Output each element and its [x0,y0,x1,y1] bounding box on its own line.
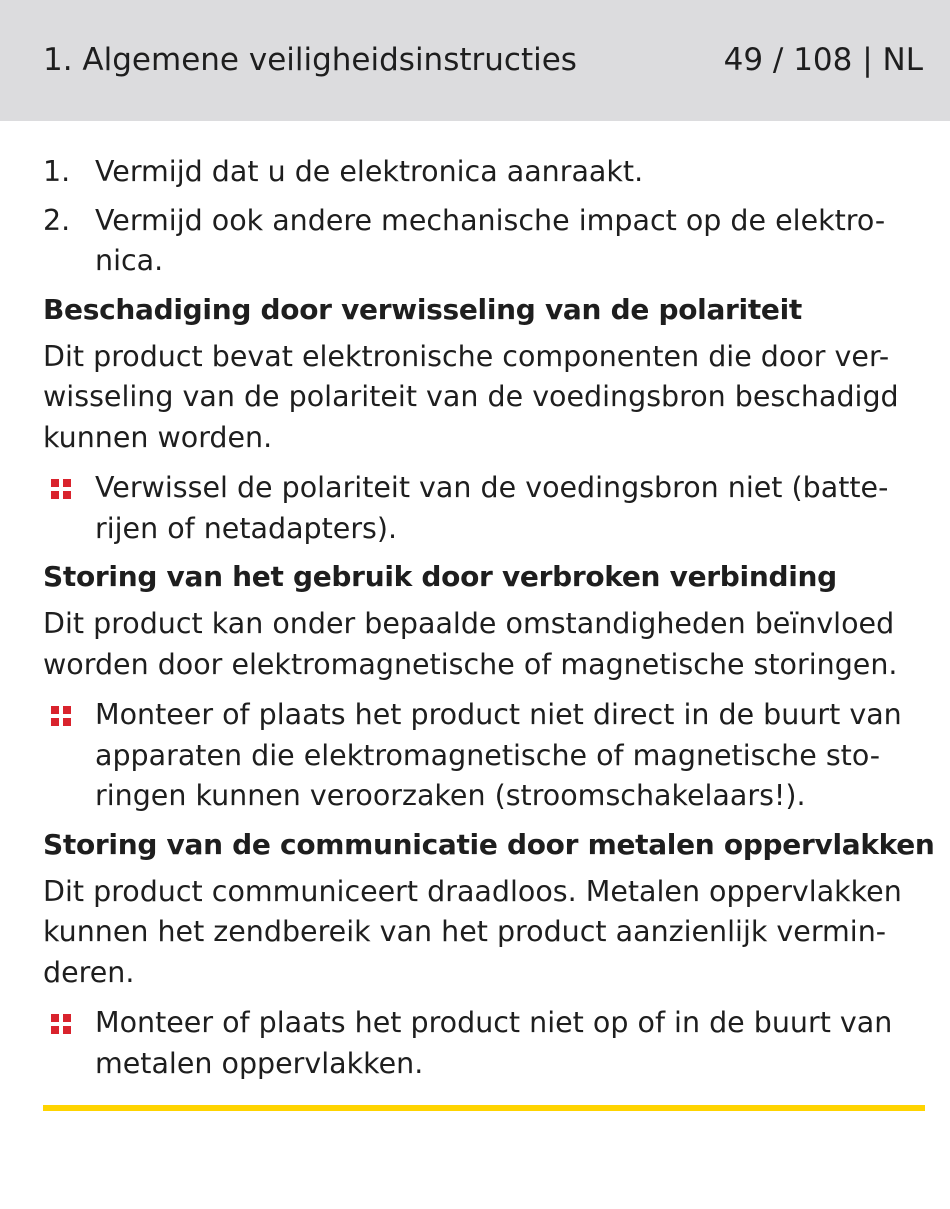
instruction-item [43,1003,925,1084]
paragraph-line: kunnen het zendbereik van het product aanzienlijk vermin- [43,915,887,948]
paragraph-line: Dit product communiceert draadloos. Metalen oppervlakken [43,874,902,908]
section-heading: Beschadiging door verwisseling van de polariteit [43,292,803,326]
page-header [0,0,950,121]
instruction-item [43,468,925,549]
list-item-line: nica. [95,244,164,277]
list-number: 1. [43,155,71,188]
paragraph-line: deren. [43,955,135,989]
red-square-grid-icon [51,706,71,726]
numbered-list-item [43,152,925,193]
instruction-item [43,695,925,817]
section-paragraph [43,872,925,994]
instruction-line: rijen of netadapters). [95,511,398,545]
instruction-line: ringen kunnen veroorzaken (stroomschakelaars!). [95,779,806,812]
section-heading: Storing van de communicatie door metalen oppervlakken [43,827,935,861]
list-item-text: Vermijd dat u de elektronica aanraakt. [95,155,644,188]
section-heading: Storing van het gebruik door verbroken verbinding [43,560,837,593]
paragraph-line: Dit product kan onder bepaalde omstandigheden beïnvloed [43,607,895,640]
instruction-line: Monteer of plaats het product niet op of in de buurt van [95,1006,893,1039]
numbered-list-item [43,201,925,282]
paragraph-line: wisseling van de polariteit van de voedingsbron beschadigd [43,380,899,413]
instruction-line: apparaten die elektromagnetische of magnetische sto- [95,738,881,772]
instruction-line: metalen oppervlakken. [95,1046,424,1080]
section-paragraph [43,337,925,459]
list-item-line: Vermijd ook andere mechanische impact op de elektro- [95,203,886,237]
instruction-line: Monteer of plaats het product niet direct in de buurt van [95,698,902,731]
red-square-grid-icon [51,479,71,499]
page-content [43,152,935,1092]
chapter-title: 1. Algemene veiligheidsinstructies [43,42,577,78]
paragraph-line: Dit product bevat elektronische componenten die door ver- [43,339,890,373]
red-square-grid-icon [51,1014,71,1034]
instruction-line: Verwissel de polariteit van de voedingsbron niet (batte- [95,471,889,504]
yellow-divider-rule [43,1105,925,1111]
list-number: 2. [43,203,71,237]
section-paragraph [43,604,925,685]
paragraph-line: kunnen worden. [43,420,273,454]
page-number: 49 / 108 | NL [723,42,923,78]
paragraph-line: worden door elektromagnetische of magnetische storingen. [43,647,898,681]
